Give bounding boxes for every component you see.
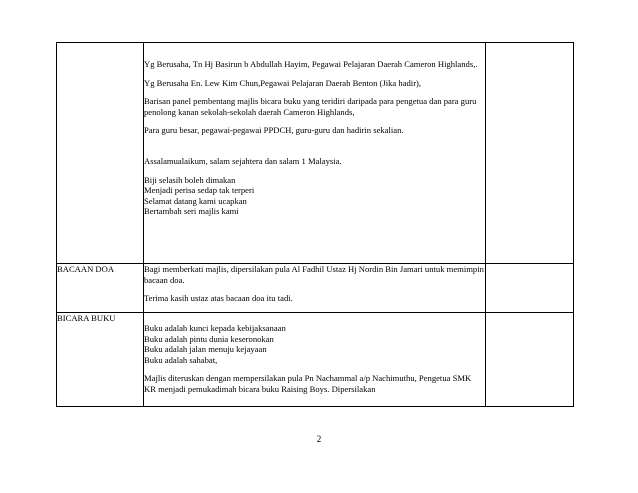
- notes-cell-bicara: [486, 313, 574, 407]
- pantun-line-3: Selamat datang kami ucapkan: [144, 195, 247, 206]
- opening-para-3: Barisan panel pembentang majlis bicara buku yang teridiri daripada para pengetua dan para guru penolong kanan sekolah-sekolah daerah Cameron Highlands,: [144, 96, 477, 117]
- opening-para-4: Para guru besar, pegawai-pegawai PPDCH, guru-guru dan hadirin sekalian.: [144, 125, 404, 136]
- section-label-doa: BACAAN DOA: [57, 264, 144, 313]
- table-row-doa: [57, 264, 574, 313]
- opening-pantun: [144, 175, 485, 217]
- bicara-line-4: Buku adalah sahabat,: [144, 354, 218, 365]
- bicara-line-3: Buku adalah jalan menuju kejayaan: [144, 344, 267, 355]
- opening-greeting: Assalamualaikum, salam sejahtera dan salam 1 Malaysia.: [144, 155, 342, 166]
- bicara-line-2: Buku adalah pintu dunia keseronokan: [144, 333, 274, 344]
- doa-para-1: Bagi memberkati majlis, dipersilakan pula Al Fadhil Ustaz Hj Nordin Bin Jamari untuk memimpin bacaan doa.: [144, 264, 484, 285]
- table-row-bicara: [57, 313, 574, 407]
- pantun-line-1: Biji selasih boleh dimakan: [144, 174, 236, 185]
- program-script-table: [56, 42, 574, 407]
- section-label-bicara: BICARA BUKU: [57, 313, 144, 407]
- notes-cell-opening: [486, 43, 574, 264]
- bicara-closing: Majlis diteruskan dengan mempersilakan pula Pn Nachammal a/p Nachimuthu, Pengetua SMK KR menjadi pemukadimah bicara buku Raising Boys. Dipersilakan: [144, 373, 472, 394]
- section-body-doa: [144, 264, 486, 313]
- pantun-line-2: Menjadi perisa sedap tak terperi: [144, 185, 255, 196]
- opening-para-2: Yg Berusaha En. Lew Kim Chun,Pegawai Pelajaran Daerah Benton (Jika hadir),: [144, 77, 422, 88]
- section-label-opening: [57, 43, 144, 264]
- page-number: 2: [316, 434, 322, 444]
- notes-cell-doa: [486, 264, 574, 313]
- opening-para-1: Yg Berusaha, Tn Hj Basirun b Abdullah Hayim, Pegawai Pelajaran Daerah Cameron Highlands,.: [144, 59, 478, 69]
- doa-para-2: Terima kasih ustaz atas bacaan doa itu tadi.: [144, 293, 293, 304]
- table-row-opening: [57, 43, 574, 264]
- bicara-lines: [144, 323, 485, 365]
- bicara-line-1: Buku adalah kunci kepada kebijaksanaan: [144, 323, 286, 333]
- section-body-bicara: [144, 313, 486, 407]
- section-body-opening: [144, 43, 486, 264]
- pantun-line-4: Bertambah seri majlis kami: [144, 206, 239, 217]
